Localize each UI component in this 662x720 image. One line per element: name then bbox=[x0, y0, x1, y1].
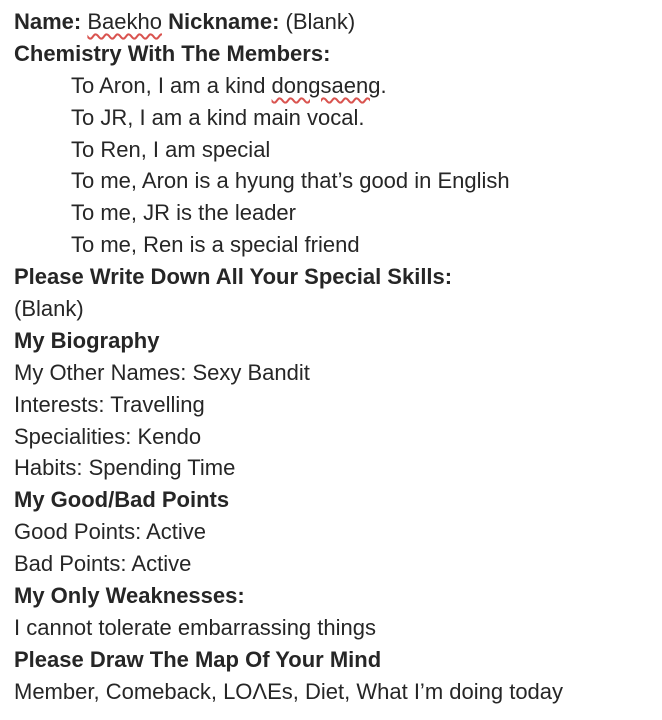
name-value: Baekho bbox=[87, 9, 162, 34]
weaknesses-value: I cannot tolerate embarrassing things bbox=[14, 614, 376, 640]
mind-map-heading: Please Draw The Map Of Your Mind bbox=[14, 646, 382, 672]
chemistry-line bbox=[14, 70, 662, 102]
chemistry-heading: Chemistry With The Members: bbox=[14, 40, 331, 66]
bad-points: Bad Points: Active bbox=[14, 551, 192, 577]
points-heading: My Good/Bad Points bbox=[14, 487, 230, 513]
chemistry-line: To me, JR is the leader bbox=[71, 200, 296, 226]
biography-line: Habits: Spending Time bbox=[14, 455, 236, 481]
chemistry-line: To Ren, I am special bbox=[71, 136, 271, 162]
biography-line: My Other Names: Sexy Bandit bbox=[14, 359, 310, 385]
chemistry-line-text: To Aron, I am a kind bbox=[71, 72, 272, 98]
nickname-value: (Blank) bbox=[285, 9, 356, 34]
good-points: Good Points: Active bbox=[14, 519, 206, 545]
skills-value: (Blank) bbox=[14, 296, 84, 322]
chemistry-line: To me, Aron is a hyung that’s good in English bbox=[71, 168, 510, 194]
weaknesses-heading: My Only Weaknesses: bbox=[14, 583, 245, 609]
mind-map-value: Member, Comeback, LOΛEs, Diet, What I’m doing today bbox=[14, 678, 564, 704]
chemistry-line: To JR, I am a kind main vocal. bbox=[71, 104, 365, 130]
name-line bbox=[14, 6, 662, 38]
name-label: Name: bbox=[14, 9, 82, 34]
biography-line: Interests: Travelling bbox=[14, 391, 205, 417]
chemistry-line: To me, Ren is a special friend bbox=[71, 232, 360, 258]
chemistry-line-punctuation: . bbox=[380, 72, 387, 98]
misspelled-word: dongsaeng bbox=[271, 72, 381, 98]
skills-heading: Please Write Down All Your Special Skills: bbox=[14, 264, 453, 290]
nickname-label: Nickname: bbox=[168, 9, 280, 34]
biography-heading: My Biography bbox=[14, 327, 160, 353]
biography-line: Specialities: Kendo bbox=[14, 423, 202, 449]
